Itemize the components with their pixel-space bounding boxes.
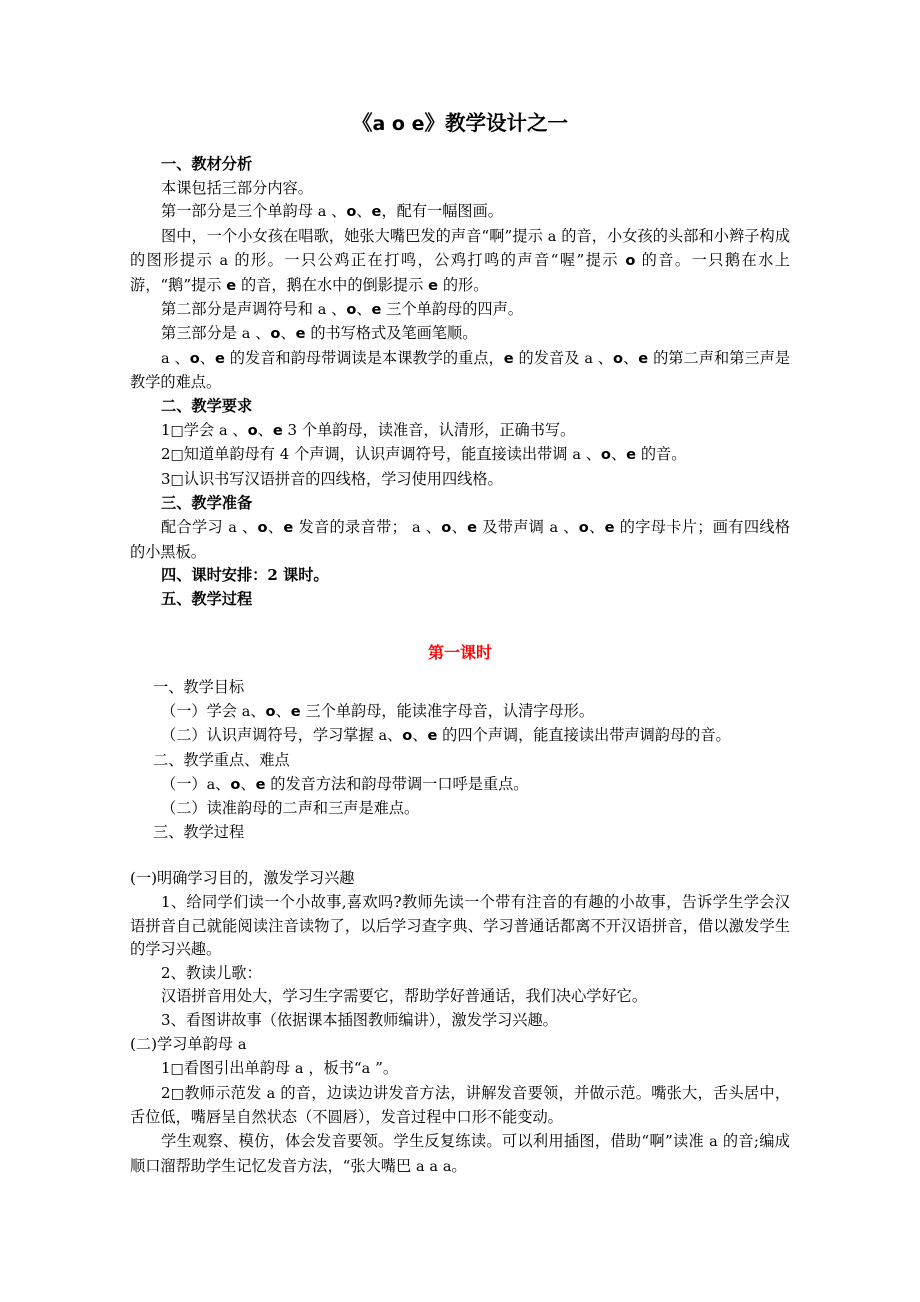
pinyin-letter-o: o — [625, 252, 636, 270]
pinyin-letter-o: o — [257, 518, 268, 536]
pinyin-letter-a: a — [294, 1061, 304, 1078]
pinyin-letter-a: a — [218, 422, 228, 439]
pinyin-letter-e: e — [638, 349, 649, 367]
pinyin-letter-e: e — [295, 325, 306, 343]
process-heading-1: (一)明确学习目的，激发学习兴趣 — [130, 869, 355, 888]
process-item-1-1: 1、给同学们读一个小故事,喜欢吗?教师先读一个带有注音的有趣的小故事，告诉学生学会汉语拼音自己就能阅读注音读物了，以后学习查字典、学习普通话都离不开汉语拼音，借以激发学生的学习兴趣。 — [130, 893, 790, 959]
missing-glyph-box: □ — [170, 447, 184, 464]
pinyin-letter-a: a — [206, 776, 216, 793]
pinyin-letter-a: a — [241, 326, 251, 343]
pinyin-letter-a: a — [361, 1061, 371, 1078]
pinyin-letter-a: a — [228, 519, 237, 536]
lesson-title: 第一课时 — [427, 643, 492, 663]
number-run: 1 — [161, 893, 171, 912]
section-heading-5: 五、教学过程 — [161, 589, 253, 608]
pinyin-letter-e: e — [467, 518, 478, 536]
paragraph-s1-6: a 、o、e 的发音和韵母带调读是本课教学的重点，e 的发音及 a 、o、e 的第二声和第三声是教学的难点。 — [130, 348, 791, 392]
title-pinyin: a o e — [372, 113, 425, 135]
pinyin-letter-a: a — [237, 1036, 247, 1053]
paragraph-s1-3: 图中，一个小女孩在唱歌，她张大嘴巴发的声音“啊”提示 a 的音，小女孩的头部和小辫子构成的图形提示 a 的形。一只公鸡正在打鸣，公鸡打鸣的声音“喔”提示 o 的音。一只鹅在水上游，“鹅”提示 e 的音，鹅在水中的倒影提示 e 的形。 — [130, 226, 791, 294]
number-run: 3 — [287, 420, 298, 439]
section-heading-2: 二、教学要求 — [161, 396, 253, 415]
number-run: 2 — [161, 963, 171, 982]
pinyin-letter-o: o — [613, 349, 624, 367]
spacer — [130, 665, 790, 676]
pinyin-letter-e: e — [226, 276, 237, 294]
number-run: 2 — [161, 1083, 171, 1102]
pinyin-letter-a: a — [317, 204, 327, 221]
pinyin-letter-o: o — [346, 300, 357, 318]
paragraph-s1-2: 第一部分是三个单韵母 a 、o、e，配有一幅图画。 — [161, 202, 503, 221]
paragraph-s1-5: 第三部分是 a 、o、e 的书写格式及笔画笔顺。 — [161, 324, 478, 343]
missing-glyph-box: □ — [170, 422, 184, 439]
process-item-1-3: 3、看图讲故事（依据课本插图教师编讲），激发学习兴趣。 — [161, 1011, 558, 1029]
pinyin-letter-a: a — [219, 253, 229, 270]
paragraph-s3-1: 配合学习 a 、o、e 发音的录音带； a 、o、e 及带声调 a 、o、e 的字母卡片；画有四线格的小黑板。 — [130, 517, 791, 561]
pinyin-letter-a: a — [378, 728, 388, 745]
pinyin-letter-a: a — [266, 1085, 276, 1102]
missing-glyph-box: □ — [170, 1061, 184, 1078]
pinyin-letter-o: o — [346, 203, 357, 221]
pinyin-letter-a: a — [584, 350, 593, 367]
number-run: 4 — [279, 445, 290, 464]
pinyin-letter-e: e — [428, 276, 439, 294]
pinyin-letter-e: e — [214, 349, 225, 367]
pinyin-letter-a: a — [442, 1158, 452, 1175]
number-run: 1 — [161, 420, 171, 439]
number-run: 2 — [161, 445, 171, 464]
pinyin-letter-o: o — [270, 325, 281, 343]
spacer — [130, 611, 790, 641]
pinyin-letter-e: e — [272, 421, 283, 439]
process-item-1-2-text: 汉语拼音用处大，学习生字需要它，帮助学好普通话，我们决心学好它。 — [161, 987, 647, 1006]
lesson-heading-1: 一、教学目标 — [153, 678, 245, 697]
paragraph-s1-4: 第二部分是声调符号和 a 、o、e 三个单韵母的四声。 — [161, 299, 523, 318]
section-heading-4: 四、课时安排：2 课时。 — [161, 566, 329, 585]
pinyin-letter-a: a — [411, 519, 421, 536]
list-item-s2-2: 2□知道单韵母有 4 个声调，认识声调符号，能直接读出带调 a 、o、e 的音。 — [161, 445, 687, 464]
spacer — [130, 844, 790, 867]
pinyin-letter-e: e — [626, 446, 637, 464]
lesson-item-2-2: （二）读准韵母的二声和三声是难点。 — [161, 799, 420, 818]
process-item-2-3: 学生观察、模仿，体会发音要领。学生反复练读。可以利用插图，借助“啊”读准 a 的音;编成顺口溜帮助学生记忆发音方法，“张大嘴巴 a a a。 — [130, 1131, 790, 1175]
pinyin-letter-a: a — [547, 228, 557, 245]
lesson-item-2-1: （一）a、o、e 的发音方法和韵母带调一口呼是重点。 — [161, 774, 529, 793]
pinyin-letter-e: e — [427, 727, 438, 745]
pinyin-letter-a: a — [241, 703, 251, 720]
process-item-2-1: 1□看图引出单韵母 a ，板书“a ”。 — [161, 1059, 399, 1078]
lesson-heading-2: 二、教学重点、难点 — [153, 751, 290, 770]
pinyin-letter-o: o — [230, 775, 241, 793]
lesson-heading-3: 三、教学过程 — [153, 822, 245, 841]
pinyin-letter-e: e — [503, 349, 514, 367]
pinyin-letter-o: o — [600, 446, 611, 464]
pinyin-letter-a: a — [415, 1158, 425, 1175]
pinyin-letter-a: a — [317, 301, 327, 318]
page-title: 《a o e》教学设计之一 — [352, 111, 568, 135]
pinyin-letter-o: o — [578, 518, 589, 536]
lesson-item-1-2: （二）认识声调符号，学习掌握 a、o、e 的四个声调，能直接读出带声调韵母的音。 — [161, 726, 731, 745]
pinyin-letter-a: a — [429, 1158, 438, 1175]
process-item-1-2: 2、教读儿歌： — [161, 963, 262, 982]
pinyin-letter-e: e — [290, 702, 301, 720]
pinyin-letter-o: o — [265, 702, 276, 720]
lesson-item-1-1: （一）学会 a、o、e 三个单韵母，能读准字母音，认清字母形。 — [161, 701, 595, 720]
pinyin-letter-o: o — [247, 421, 258, 439]
pinyin-letter-o: o — [402, 727, 413, 745]
pinyin-letter-e: e — [604, 518, 615, 536]
number-run: 1 — [161, 1059, 171, 1078]
pinyin-letter-a: a — [709, 1133, 718, 1150]
pinyin-letter-a: a — [572, 447, 581, 464]
pinyin-letter-e: e — [371, 300, 382, 318]
number-run: 2 — [267, 566, 278, 585]
missing-glyph-box: □ — [170, 1085, 185, 1102]
list-item-s2-3: 3□认识书写汉语拼音的四线格，学习使用四线格。 — [161, 469, 503, 488]
document-body — [130, 108, 790, 1179]
paragraph-s1-1: 本课包括三部分内容。 — [161, 178, 313, 197]
pinyin-letter-e: e — [371, 203, 382, 221]
list-item-s2-1: 1□学会 a 、o、e 3 个单韵母，读准音，认清形，正确书写。 — [161, 420, 576, 439]
pinyin-letter-o: o — [189, 349, 200, 367]
process-item-2-2: 2□教师示范发 a 的音，边读边讲发音方法，讲解发音要领，并做示范。嘴张大，舌头居中，舌位低，嘴唇呈自然状态（不圆唇），发音过程中口形不能变动。 — [130, 1083, 791, 1127]
pinyin-letter-e: e — [283, 518, 294, 536]
pinyin-letter-e: e — [255, 775, 266, 793]
section-heading-3: 三、教学准备 — [161, 494, 253, 513]
pinyin-letter-o: o — [441, 518, 452, 536]
number-run: 3 — [161, 1011, 171, 1029]
process-heading-2: (二)学习单韵母 a — [130, 1034, 247, 1053]
pinyin-letter-a: a — [549, 519, 559, 536]
missing-glyph-box: □ — [170, 471, 184, 488]
section-heading-1: 一、教材分析 — [161, 155, 253, 173]
number-run: 3 — [161, 469, 171, 488]
pinyin-letter-a: a — [161, 350, 170, 367]
